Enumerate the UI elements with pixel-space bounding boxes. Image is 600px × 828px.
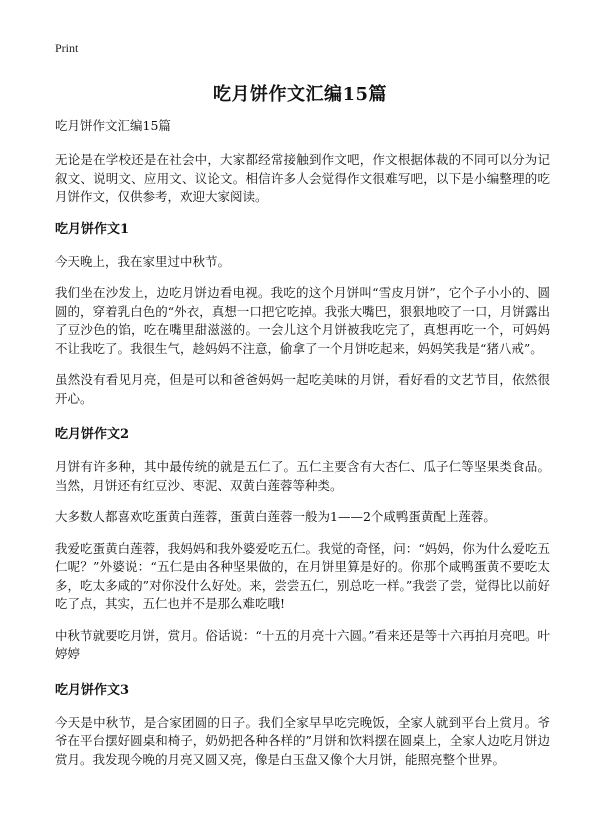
paragraph: 虽然没有看见月亮，但是可以和爸爸妈妈一起吃美味的月饼，看好看的文艺节目，依然很开心。	[55, 372, 550, 406]
section-heading: 吃月饼作文1	[55, 221, 130, 237]
article-body	[55, 117, 550, 782]
paragraph: 我爱吃蛋黄白莲蓉，我妈妈和我外婆爱吃五仁。我觉的奇怪，问：“妈妈，你为什么爱吃五仁呢？”外婆说：“五仁是由各种坚果做的，在月饼里算是好的。你那个咸鸭蛋黄不要吃太多，吃太多咸的”对你没什么好处。来，尝尝五仁，别总吃一样。”我尝了尝，觉得比以前好吃了点，其实，五仁也并不是那么难吃哦!	[55, 540, 550, 611]
paragraph: 今天晚上，我在家里过中秋节。	[55, 253, 231, 269]
paragraph: 月饼有许多种，其中最传统的就是五仁了。五仁主要含有大杏仁、瓜子仁等坚果类食品。当然，月饼还有红豆沙、枣泥、双黄白莲蓉等种类。	[55, 459, 550, 493]
section-heading: 吃月饼作文2	[55, 427, 130, 442]
print-link[interactable]: Print	[55, 41, 79, 55]
paragraph: 大多数人都喜欢吃蛋黄白莲蓉，蛋黄白莲蓉一般为1——2个咸鸭蛋黄配上莲蓉。	[55, 509, 496, 524]
paragraph: 我们坐在沙发上，边吃月饼边看电视。我吃的这个月饼叫“雪皮月饼”，它个子小小的、圆圆的，穿着乳白色的“外衣，真想一口把它吃掉。我张大嘴巴，狠狠地咬了一口，月饼露出了豆沙色的馅，吃在嘴里甜滋滋的。一会儿这个月饼被我吃完了，真想再吃一个，可妈妈不让我吃了。我很生气，趁妈妈不注意，偷拿了一个月饼吃起来，妈妈笑我是“猪八戒”。	[55, 285, 550, 356]
page-title: 吃月饼作文汇编15篇	[212, 84, 388, 105]
paragraph: 中秋节就要吃月饼，赏月。俗话说：“十五的月亮十六圆。”看来还是等十六再拍月亮吧。叶婷婷	[55, 627, 550, 661]
intro-paragraph: 无论是在学校还是在社会中，大家都经常接触到作文吧，作文根据体裁的不同可以分为记叙文、说明文、应用文、议论文。相信许多人会觉得作文很难写吧，以下是小编整理的吃月饼作文，仅供参考，欢迎大家阅读。	[55, 152, 550, 204]
article-subtitle: 吃月饼作文汇编15篇	[55, 118, 171, 133]
section-heading: 吃月饼作文3	[55, 682, 130, 698]
paragraph: 今天是中秋节，是合家团圆的日子。我们全家早早吃完晚饭，全家人就到平台上赏月。爷爷在平台摆好圆桌和椅子，奶奶把各种各样的”月饼和饮料摆在圆桌上，全家人边吃月饼边赏月。我发现今晚的月亮又圆又亮，像是白玉盘又像个大月饼，能照亮整个世界。	[55, 714, 550, 767]
